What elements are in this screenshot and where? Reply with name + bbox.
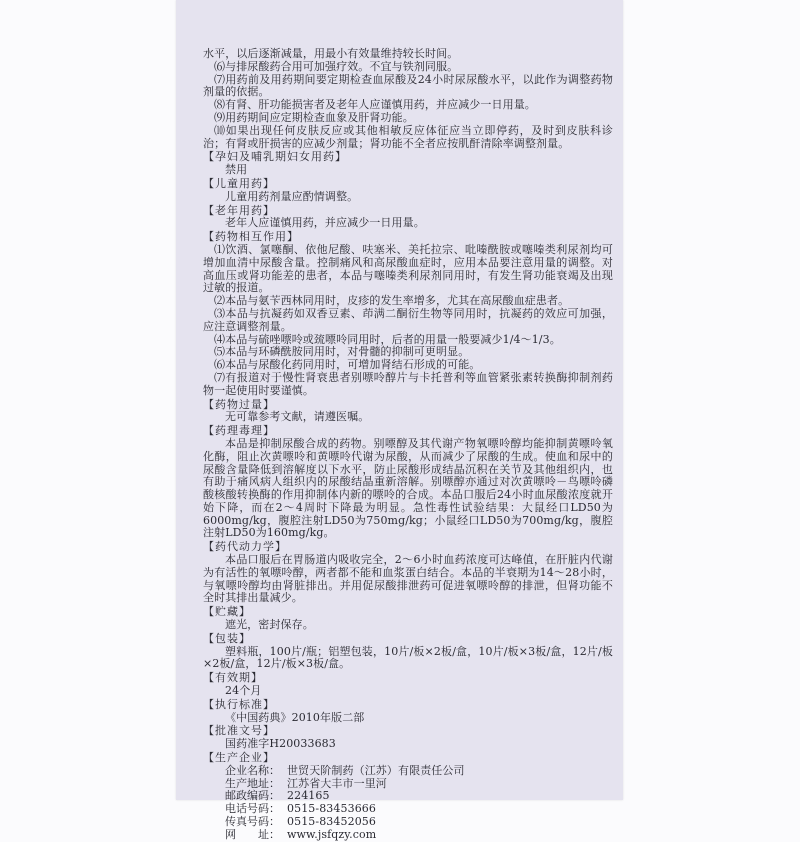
precaution-7: ⑺用药前及用药期间要定期检查血尿酸及24小时尿尿酸水平，以此作为调整药物剂量的依据。 [203, 72, 613, 99]
pregnancy-heading: 【孕妇及哺乳期妇女用药】 [203, 150, 347, 164]
pharmacology-heading: 【药理毒理】 [203, 424, 275, 438]
manufacturer-address-value: 江苏省大丰市一里河 [287, 776, 387, 790]
manufacturer-fax-label: 传真号码： [225, 815, 280, 829]
precaution-9: ⑼用药期间应定期检查血象及肝肾功能。 [214, 110, 414, 124]
precaution-continuation: 水平，以后逐渐减量，用最小有效量维持较长时间。 [203, 47, 459, 60]
manufacturer-address-label: 生产地址： [225, 776, 280, 790]
pharmacology-text: 本品是抑制尿酸合成的药物。别嘌醇及其代谢产物氧嘌呤醇均能抑制黄嘌呤氧化酶，阻止次黄嘌呤和黄嘌呤代谢为尿酸，从而减少了尿酸的生成。使血和尿中的尿酸含量降低到溶解度以下水平，防止尿酸形成结晶沉积在关节及其他组织内，也有助于痛风病人组织内的尿酸结晶重新溶解。别嘌醇亦通过对次黄嘌呤－鸟嘌呤磷酸核酸转换酶的作用抑制体内新的嘌呤的合成。本品口服后24小时血尿酸浓度就开始下降，而在2～4周时下降最为明显。急性毒性试验结果：大鼠经口LD50为6000mg/kg，腹腔注射LD50为750mg/kg；小鼠经口LD50为700mg/kg，腹腔注射LD50为160mg/kg。 [203, 436, 613, 540]
interaction-3: ⑶本品与抗凝药如双香豆素、茚满二酮衍生物等同用时，抗凝药的效应可加强，应注意调整剂量。 [203, 306, 613, 333]
overdose-text: 无可靠参考文献，请遵医嘱。 [225, 410, 370, 424]
manufacturer-website-value: www.jsfqzy.com [287, 827, 377, 841]
interaction-2: ⑵本品与氨苄西林同用时，皮疹的发生率增多，尤其在高尿酸血症患者。 [214, 294, 570, 308]
manufacturer-postcode-row [203, 790, 613, 803]
manufacturer-phone-row [203, 803, 613, 816]
validity-text: 24个月 [225, 684, 262, 698]
standard-heading: 【执行标准】 [203, 697, 275, 711]
interaction-5: ⑸本品与环磷酰胺同用时，对骨髓的抑制可更明显。 [214, 345, 470, 359]
packaging-text: 塑料瓶，100片/瓶；铝塑包装，10片/板×2板/盒，10片/板×3板/盒，12片/板×2板/盒，12片/板×3板/盒。 [203, 644, 613, 671]
manufacturer-postcode-value: 224165 [287, 789, 330, 803]
storage-heading: 【贮藏】 [203, 605, 251, 619]
validity-heading: 【有效期】 [203, 671, 263, 685]
precaution-6: ⑹与排尿酸药合用可加强疗效。不宜与铁剂同服。 [214, 59, 459, 73]
storage-text: 遮光，密封保存。 [225, 618, 314, 632]
manufacturer-name-label: 企业名称： [225, 763, 280, 777]
pharmacokinetics-heading: 【药代动力学】 [203, 540, 287, 554]
interaction-7: ⑺有报道对于慢性肾衰患者别嘌呤醇片与卡托普利等血管紧张素转换酶抑制剂药物一起使用时要谨慎。 [203, 370, 613, 397]
pregnancy-text: 禁用 [225, 163, 248, 177]
children-heading: 【儿童用药】 [203, 176, 275, 190]
precaution-8: ⑻有肾、肝功能损害者及老年人应谨慎用药，并应减少一日用量。 [214, 98, 536, 112]
manufacturer-heading: 【生产企业】 [203, 751, 275, 765]
leaflet-text [203, 48, 613, 842]
overdose-heading: 【药物过量】 [203, 397, 275, 411]
manufacturer-name-value: 世贸天阶制药（江苏）有限责任公司 [287, 763, 465, 777]
elderly-heading: 【老年用药】 [203, 203, 275, 217]
precaution-10: ⑽如果出现任何皮肤反应或其他相敏反应体征应当立即停药，及时到皮肤科诊治；有肾或肝损害的应减少剂量；肾功能不全者应按肌酐清除率调整剂量。 [203, 123, 613, 150]
interaction-6: ⑹本品与尿酸化药同用时，可增加肾结石形成的可能。 [214, 358, 481, 372]
interaction-1: ⑴饮酒、氯噻酮、依他尼酸、呋塞米、美托拉宗、吡嗪酰胺或噻嗪类利尿剂均可增加血清中尿酸含量。控制痛风和高尿酸血症时，应用本品要注意用量的调整。对高血压或肾功能差的患者，本品与噻嗪类利尿剂同用时，有发生肾功能衰竭及出现过敏的报道。 [203, 242, 613, 295]
manufacturer-postcode-label: 邮政编码： [225, 789, 280, 803]
manufacturer-fax-row [203, 816, 613, 829]
approval-heading: 【批准文号】 [203, 724, 275, 738]
manufacturer-website-label: 网 址： [225, 827, 280, 841]
manufacturer-website-row [203, 829, 613, 842]
packaging-heading: 【包装】 [203, 631, 251, 645]
manufacturer-phone-value: 0515-83453666 [287, 802, 376, 816]
elderly-text: 老年人应谨慎用药，并应减少一日用量。 [225, 216, 425, 230]
pharmacokinetics-text: 本品口服后在胃肠道内吸收完全，2～6小时血药浓度可达峰值，在肝脏内代谢为有活性的氧嘌呤醇，两者都不能和血浆蛋白结合。本品的半衰期为14～28小时，与氧嘌呤醇均由肾脏排出。并用促尿酸排泄药可促进氧嘌呤醇的排泄，但肾功能不全时其排出量减少。 [203, 553, 613, 605]
interactions-heading: 【药物相互作用】 [203, 230, 299, 244]
manufacturer-phone-label: 电话号码： [225, 802, 280, 816]
standard-text: 《中国药典》2010年版二部 [225, 710, 365, 724]
manufacturer-fax-value: 0515-83452056 [287, 815, 376, 829]
interaction-4: ⑷本品与硫唑嘌呤或巯嘌呤同用时，后者的用量一般要减少1/4～1/3。 [214, 332, 561, 346]
approval-text: 国药准字H20033683 [225, 737, 336, 751]
manufacturer-name-row [203, 765, 613, 778]
children-text: 儿童用药剂量应酌情调整。 [225, 189, 359, 203]
